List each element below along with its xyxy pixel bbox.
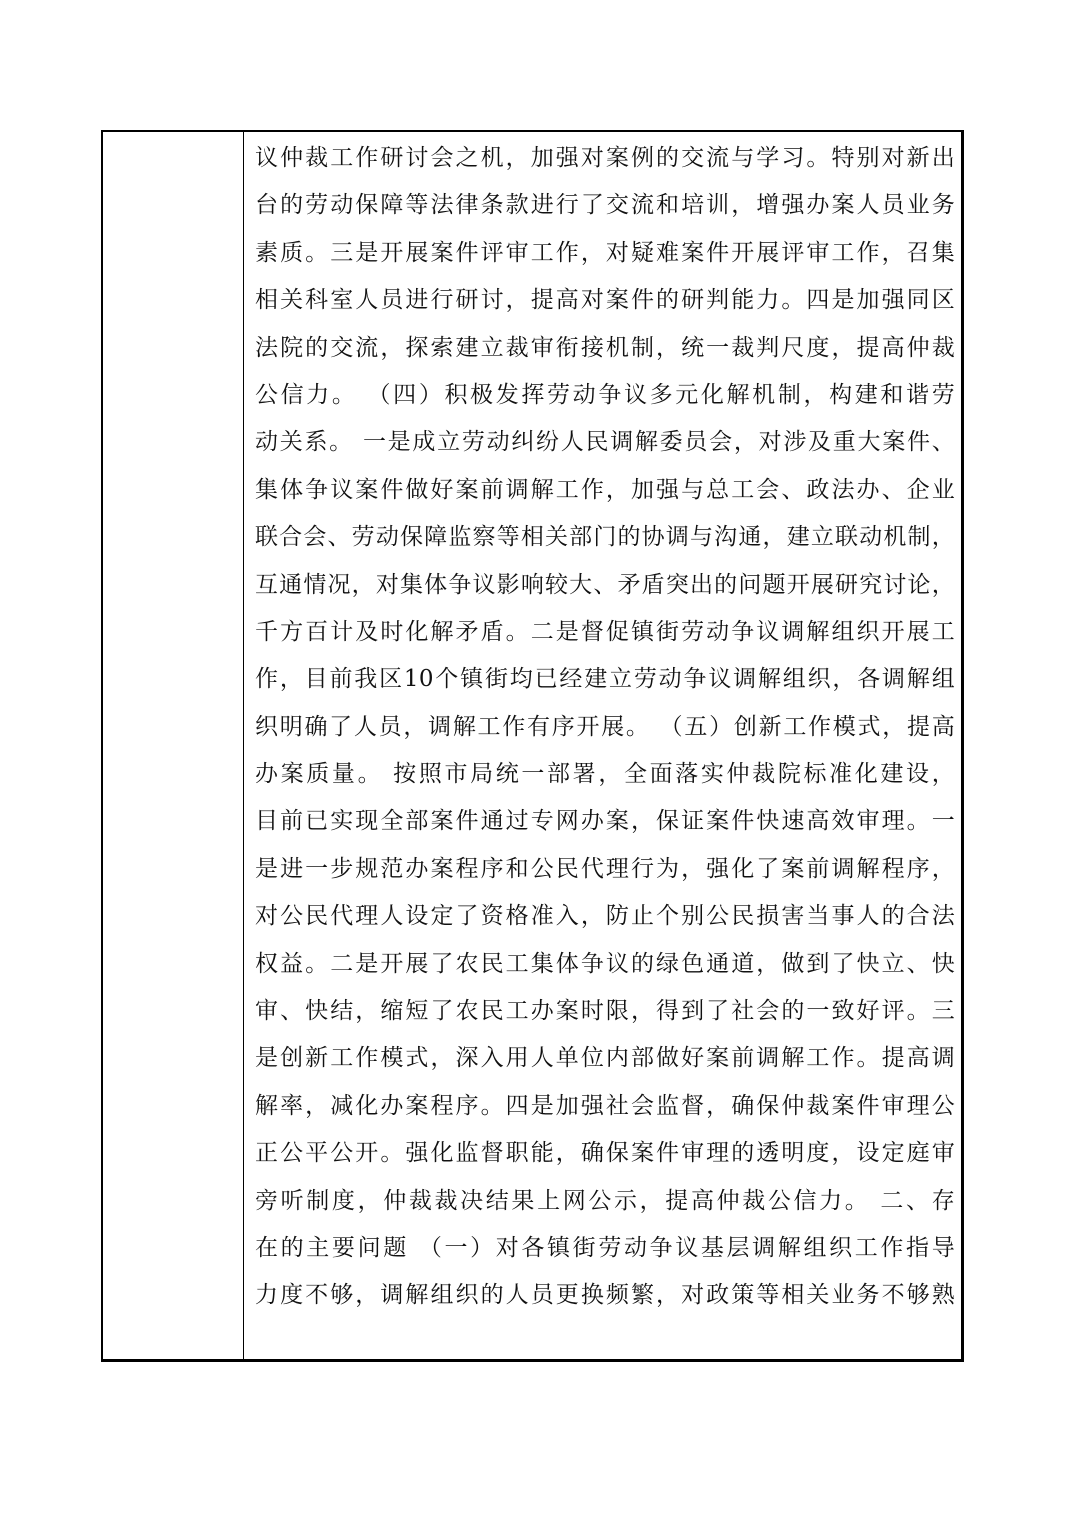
text-line: 作，目前我区10个镇街均已经建立劳动争议调解组织，各调解组: [255, 666, 955, 693]
text-line: 目前已实现全部案件通过专网办案，保证案件快速高效审理。一: [255, 808, 955, 835]
text-line: 动关系。 一是成立劳动纠纷人民调解委员会，对涉及重大案件、: [255, 429, 955, 456]
text-line: 正公平公开。强化监督职能，确保案件审理的透明度，设定庭审: [255, 1140, 955, 1167]
text-line: 议仲裁工作研讨会之机，加强对案例的交流与学习。特别对新出: [255, 145, 955, 171]
text-line: 相关科室人员进行研讨，提高对案件的研判能力。四是加强同区: [255, 287, 955, 314]
text-line: 互通情况，对集体争议影响较大、矛盾突出的问题开展研究讨论，: [255, 571, 955, 598]
text-line: 力度不够，调解组织的人员更换频繁，对政策等相关业务不够熟: [255, 1282, 955, 1309]
text-line: 解率，减化办案程序。四是加强社会监督，确保仲裁案件审理公: [255, 1092, 955, 1119]
text-line: 办案质量。 按照市局统一部署，全面落实仲裁院标准化建设，: [255, 761, 955, 788]
table-content-cell: [244, 132, 961, 1359]
text-line: 审、快结，缩短了农民工办案时限，得到了社会的一致好评。三: [255, 998, 955, 1025]
text-line: 法院的交流，探索建立裁审衔接机制，统一裁判尺度，提高仲裁: [255, 334, 955, 361]
text-line: 是创新工作模式，深入用人单位内部做好案前调解工作。提高调: [255, 1045, 955, 1072]
text-line: 在的主要问题 （一）对各镇街劳动争议基层调解组织工作指导: [255, 1234, 955, 1261]
table-left-cell: [103, 132, 244, 1359]
text-line: 千方百计及时化解矛盾。二是督促镇街劳动争议调解组织开展工: [255, 618, 955, 645]
text-line: 联合会、劳动保障监察等相关部门的协调与沟通，建立联动机制，: [255, 524, 955, 551]
text-line: 台的劳动保障等法律条款进行了交流和培训，增强办案人员业务: [255, 192, 955, 219]
text-line: 权益。二是开展了农民工集体争议的绿色通道，做到了快立、快: [255, 950, 955, 977]
text-line: 旁听制度，仲裁裁决结果上网公示，提高仲裁公信力。 二、存: [255, 1187, 955, 1214]
text-line: 素质。三是开展案件评审工作，对疑难案件开展评审工作，召集: [255, 239, 955, 266]
text-line: 对公民代理人设定了资格准入，防止个别公民损害当事人的合法: [255, 903, 955, 930]
document-table: [101, 130, 964, 1362]
text-line: 是进一步规范办案程序和公民代理行为，强化了案前调解程序，: [255, 855, 955, 882]
text-line: 集体争议案件做好案前调解工作，加强与总工会、政法办、企业: [255, 476, 955, 503]
text-line: 织明确了人员，调解工作有序开展。 （五）创新工作模式，提高: [255, 713, 955, 740]
text-line: 公信力。 （四）积极发挥劳动争议多元化解机制，构建和谐劳: [255, 381, 955, 408]
